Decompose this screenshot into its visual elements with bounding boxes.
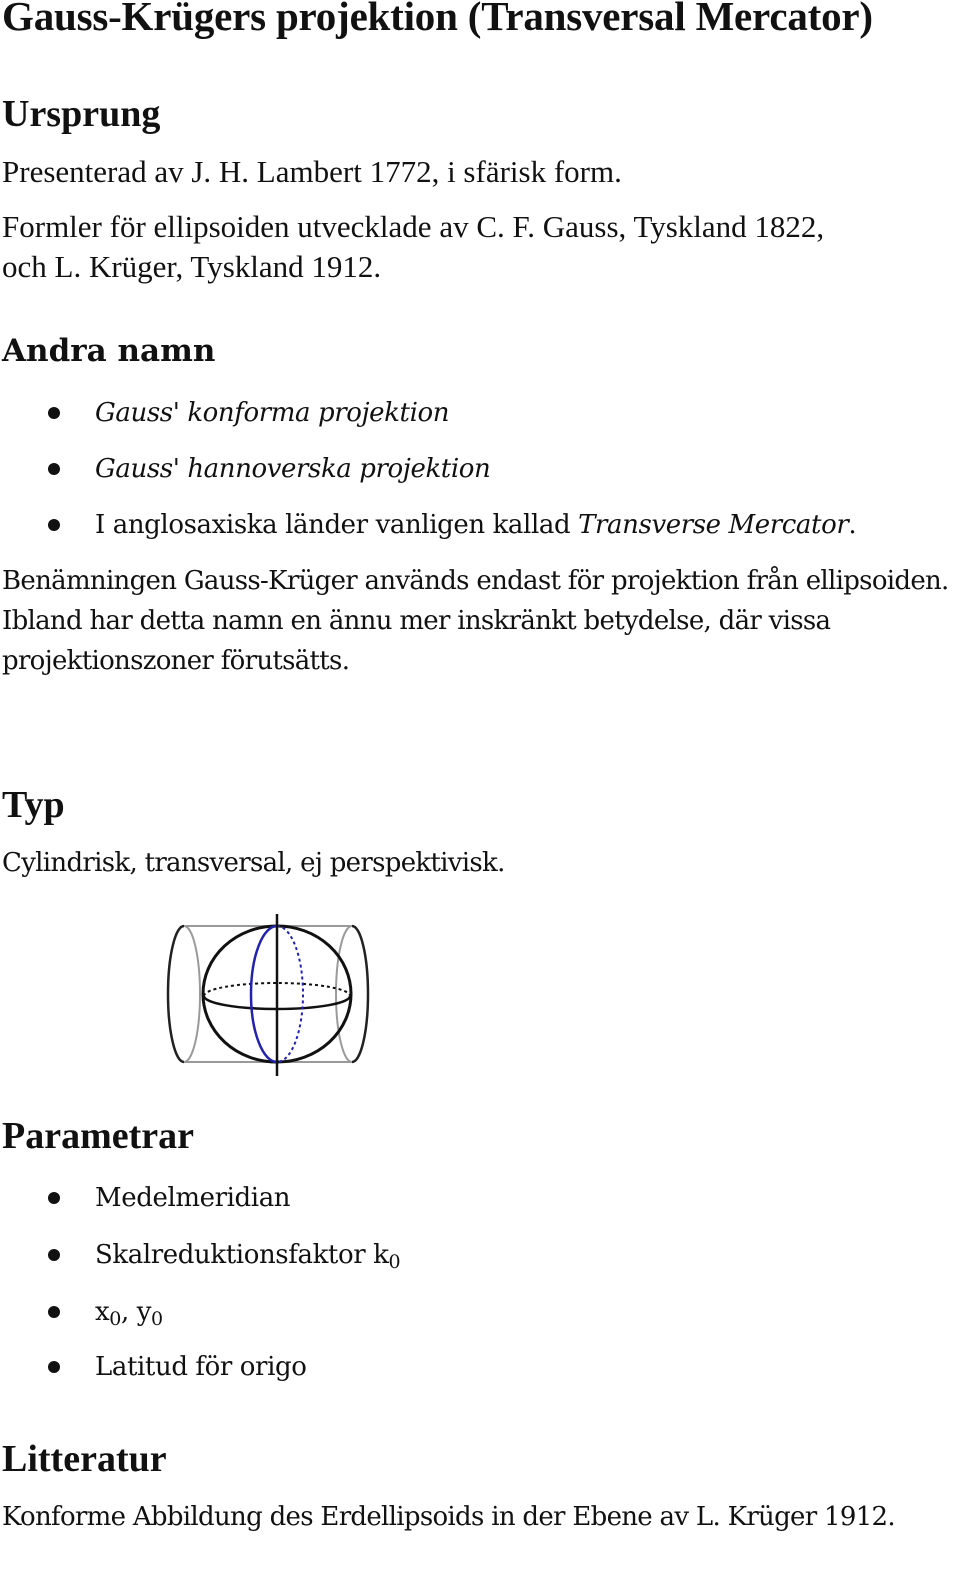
param-2-text: Skalreduktionsfaktor k <box>95 1240 389 1270</box>
andra-namn-paragraph: Benämningen Gauss-Krüger används endast för projektion från ellipsoiden. Ibland har detta namn en ännu mer inskränkt betydelse, där vissa projektionszoner förutsätts. <box>2 566 949 676</box>
bullet-icon <box>48 1192 60 1204</box>
bullet-icon <box>48 1249 60 1261</box>
ursprung-line-1: Presenterad av J. H. Lambert 1772, i sfärisk form. <box>2 154 622 189</box>
param-3-x: x <box>95 1297 110 1327</box>
alt-name-3-prefix: I anglosaxiska länder vanligen kallad <box>95 510 579 540</box>
meridian-front <box>251 926 277 1062</box>
param-2-subscript: 0 <box>388 1251 401 1273</box>
param-3-sep: , y <box>120 1297 151 1327</box>
param-2 <box>95 1235 400 1275</box>
ursprung-line-3: och L. Krüger, Tyskland 1912. <box>2 249 382 284</box>
projection-figure <box>164 912 376 1078</box>
heading-litteratur: Litteratur <box>2 1438 167 1480</box>
param-3-y-subscript: 0 <box>151 1308 163 1330</box>
bullet-icon <box>48 1306 60 1318</box>
param-4: Latitud för origo <box>95 1352 307 1382</box>
param-1: Medelmeridian <box>95 1183 291 1213</box>
alt-name-2: Gauss' hannoverska projektion <box>95 454 491 484</box>
heading-parametrar: Parametrar <box>2 1115 194 1157</box>
typ-text: Cylindrisk, transversal, ej perspektivisk. <box>2 848 505 878</box>
alt-name-3 <box>95 505 856 545</box>
litteratur-text: Konforme Abbildung des Erdellipsoids in der Ebene av L. Krüger 1912. <box>2 1502 895 1532</box>
ursprung-line-2: Formler för ellipsoiden utvecklade av C. F. Gauss, Tyskland 1822, <box>2 209 825 244</box>
bullet-icon <box>48 407 60 419</box>
alt-name-3-suffix: . <box>848 510 857 540</box>
page-title: Gauss-Krügers projektion (Transversal Mercator) <box>2 0 873 39</box>
param-3-x-subscript: 0 <box>109 1308 121 1330</box>
heading-ursprung: Ursprung <box>2 93 161 135</box>
heading-typ: Typ <box>2 784 65 826</box>
bullet-icon <box>48 463 60 475</box>
bullet-icon <box>48 1361 60 1373</box>
meridian-back <box>277 926 303 1062</box>
alt-name-1: Gauss' konforma projektion <box>95 398 450 428</box>
alt-name-3-italic: Transverse Mercator <box>578 510 849 540</box>
heading-andra-namn: Andra namn <box>2 333 216 369</box>
bullet-icon <box>48 519 60 531</box>
param-3 <box>95 1292 163 1332</box>
transverse-cylinder-globe-icon <box>164 912 376 1078</box>
cylinder-outline <box>168 926 368 1062</box>
